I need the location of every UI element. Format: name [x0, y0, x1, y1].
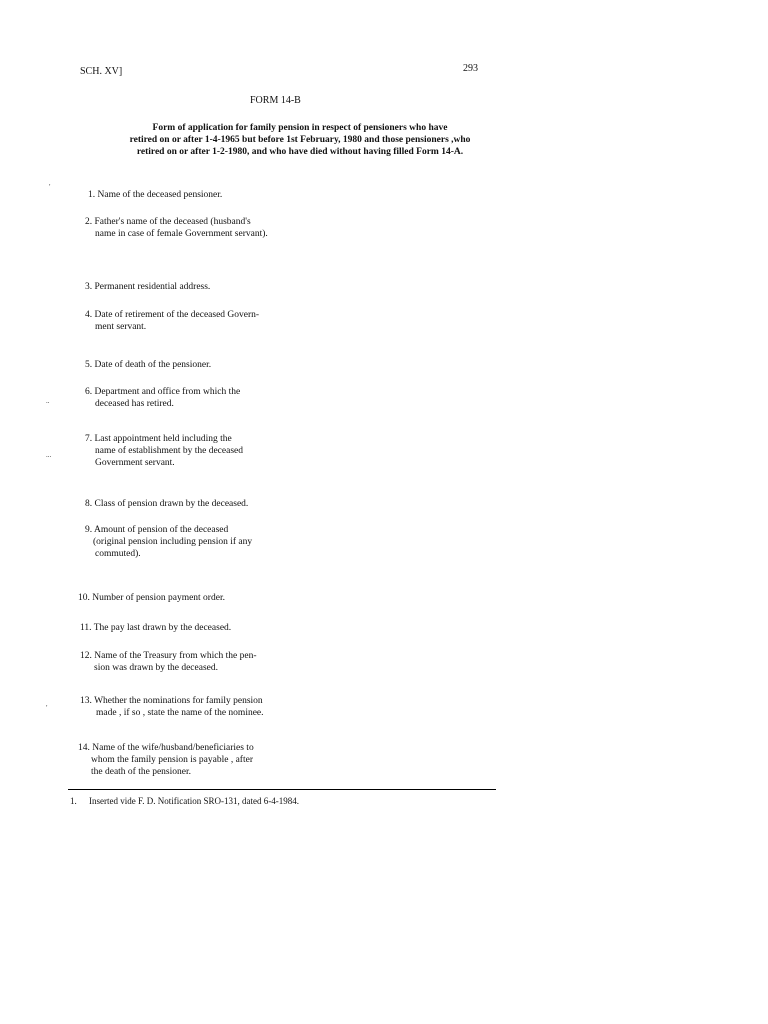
- form-item-text: 12. Name of the Treasury from which the pen-: [80, 651, 257, 661]
- form-title: FORM 14-B: [250, 95, 301, 106]
- form-item-text: Government servant.: [95, 458, 175, 468]
- form-item-text: name of establishment by the deceased: [95, 446, 243, 456]
- form-item-11: [80, 622, 231, 634]
- form-item-text: 2. Father's name of the deceased (husband's: [85, 217, 251, 227]
- footnote-rule: [68, 789, 496, 790]
- form-item-text: 10. Number of pension payment order.: [78, 593, 225, 603]
- form-item-10: [78, 592, 225, 604]
- form-item-6: [85, 386, 240, 410]
- form-item-text: ment servant.: [95, 322, 147, 332]
- form-item-text: the death of the pensioner.: [91, 767, 191, 777]
- form-item-3: [85, 281, 210, 293]
- form-subtitle-line-2: retired on or after 1-4-1965 but before 1st February, 1980 and those pensioners ,who: [129, 135, 471, 145]
- form-item-text: 14. Name of the wife/husband/beneficiaries to: [78, 743, 254, 753]
- form-item-1: [88, 189, 222, 201]
- form-item-7: [85, 433, 243, 469]
- form-item-text: commuted).: [95, 549, 141, 559]
- margin-mark: ′: [46, 704, 48, 712]
- form-item-text: 5. Date of death of the pensioner.: [85, 360, 212, 370]
- form-item-12: [80, 650, 257, 674]
- form-item-2: [85, 216, 268, 240]
- form-item-text: 7. Last appointment held including the: [85, 434, 232, 444]
- form-subtitle-line-1: Form of application for family pension in respect of pensioners who have: [152, 123, 448, 133]
- form-item-text: name in case of female Government servant).: [95, 229, 268, 239]
- margin-mark: ..: [46, 397, 50, 405]
- form-item-text: deceased has retired.: [95, 399, 174, 409]
- form-item-text: 4. Date of retirement of the deceased Govern-: [85, 310, 260, 320]
- form-item-text: 9. Amount of pension of the deceased: [85, 525, 229, 535]
- footnote: [70, 795, 299, 807]
- form-item-9: [85, 524, 252, 560]
- form-item-text: whom the family pension is payable , after: [91, 755, 253, 765]
- form-item-text: 1. Name of the deceased pensioner.: [88, 190, 223, 200]
- form-item-text: 8. Class of pension drawn by the deceased.: [85, 499, 249, 509]
- form-subtitle-line-3: retired on or after 1-2-1980, and who have died without having filled Form 14-A.: [136, 147, 464, 157]
- footnote-number: 1.: [70, 796, 77, 806]
- form-item-text: sion was drawn by the deceased.: [94, 663, 218, 673]
- footnote-text: Inserted vide F. D. Notification SRO-131, dated 6-4-1984.: [89, 796, 299, 806]
- form-item-13: [80, 695, 264, 719]
- form-item-14: [78, 742, 254, 778]
- page-number: 293: [463, 63, 478, 74]
- form-item-text: 6. Department and office from which the: [85, 387, 241, 397]
- form-item-5: [85, 359, 211, 371]
- form-item-text: (original pension including pension if any: [93, 537, 253, 547]
- form-item-text: 13. Whether the nominations for family pension: [80, 696, 263, 706]
- form-item-text: made , if so , state the name of the nominee.: [96, 708, 264, 718]
- form-item-text: 3. Permanent residential address.: [85, 282, 211, 292]
- form-item-text: 11. The pay last drawn by the deceased.: [80, 623, 232, 633]
- form-item-4: [85, 309, 259, 333]
- form-item-8: [85, 498, 248, 510]
- margin-mark: ′: [49, 183, 51, 191]
- page-header-left: SCH. XV]: [80, 66, 123, 77]
- margin-mark: ...: [46, 451, 52, 459]
